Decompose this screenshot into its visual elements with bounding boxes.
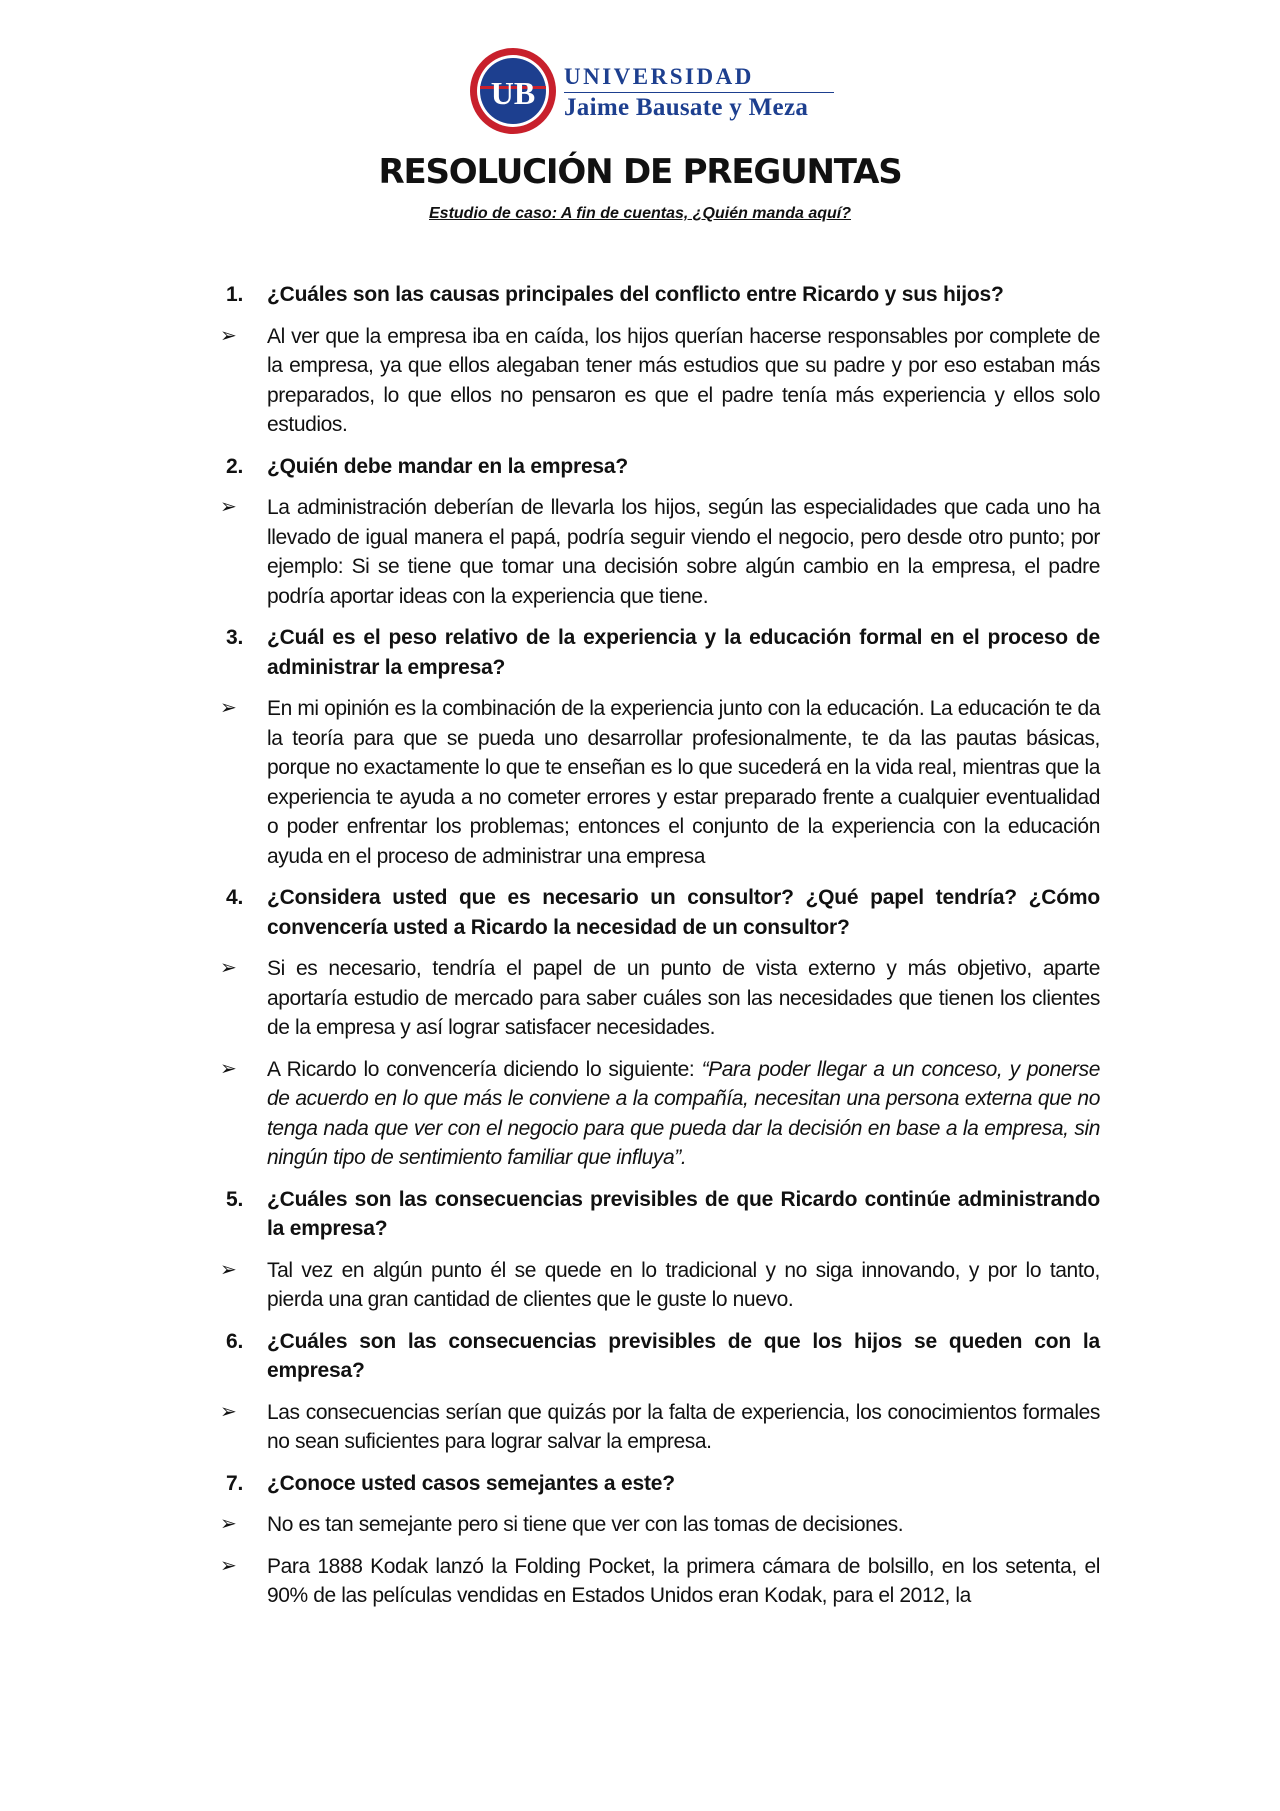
page-title: RESOLUCIÓN DE PREGUNTAS	[378, 152, 902, 192]
answer-text: Si es necesario, tendría el papel de un punto de vista externo y más objetivo, aparte aportaría estudio de mercado para saber cuáles son las necesidades que tienen los clientes de la empresa y así lograr satisfacer necesidades.	[267, 957, 1100, 1039]
university-name	[564, 64, 834, 123]
answer-text: Para 1888 Kodak lanzó la Folding Pocket, la primera cámara de bolsillo, en los setenta, el 90% de las películas vendidas en Estados Unidos eran Kodak, para el 2012, la	[267, 1554, 1100, 1607]
answer-item	[220, 1552, 1100, 1611]
question-item	[220, 452, 1100, 482]
answer-item	[220, 322, 1100, 440]
answer-item	[220, 694, 1100, 871]
questions-list	[220, 280, 1100, 1623]
answer-text: En mi opinión es la combinación de la experiencia junto con la educación. La educación te da la teoría para que se pueda uno desarrollar profesionalmente, te da las pautas básicas, porque no exactamente lo que te enseñan es lo que sucederá en la vida real, mientras que la experiencia te ayuda a no cometer errores y estar preparado frente a cualquier eventualidad o poder enfrentar los problemas; entonces el conjunto de la experiencia con la educación ayuda en el proceso de administrar una empresa	[267, 697, 1100, 868]
arrow-bullet-icon: ➢	[220, 1258, 237, 1281]
arrow-bullet-icon: ➢	[220, 957, 237, 979]
university-seal-icon	[468, 46, 558, 136]
question-item	[220, 883, 1100, 942]
arrow-bullet-icon: ➢	[220, 324, 237, 347]
arrow-bullet-icon: ➢	[220, 496, 237, 518]
answer-item	[220, 1256, 1100, 1315]
question-text: ¿Quién debe mandar en la empresa?	[267, 454, 629, 478]
answer-item	[220, 1055, 1100, 1173]
answer-item	[220, 954, 1100, 1043]
question-number: 5.	[226, 1187, 244, 1211]
question-text: ¿Cuáles son las consecuencias previsibles de que Ricardo continúe administrando la empresa?	[267, 1187, 1100, 1240]
case-study-subtitle: Estudio de caso: A fin de cuentas, ¿Quién manda aquí?	[429, 205, 851, 222]
answer-item	[220, 1398, 1100, 1457]
logo-line-1: UNIVERSIDAD	[564, 64, 834, 93]
question-item	[220, 1469, 1100, 1499]
question-number: 7.	[226, 1471, 244, 1495]
arrow-bullet-icon: ➢	[220, 1513, 237, 1535]
answer-text: La administración deberían de llevarla los hijos, según las especialidades que cada uno ha llevado de igual manera el papá, podría seguir viendo el negocio, pero desde otro punto; por ejemplo: Si se tiene que tomar una decisión sobre algún cambio en la empresa, el padre podría aportar ideas con la experiencia que tiene.	[267, 496, 1100, 608]
question-item	[220, 1185, 1100, 1244]
university-logo	[468, 46, 828, 142]
answer-item	[220, 1510, 1100, 1540]
question-number: 2.	[226, 454, 244, 478]
arrow-bullet-icon: ➢	[220, 1400, 237, 1423]
question-number: 4.	[226, 886, 244, 909]
answer-quote-text: “Para poder llegar a un conceso, y ponerse de acuerdo en lo que más le conviene a la compañía, necesitan una persona externa que no tenga nada que ver con el negocio para que pueda dar la decisión en base a la empresa, sin ningún tipo de sentimiento familiar que influya”.	[267, 1057, 1100, 1169]
question-text: ¿Cuáles son las causas principales del conflicto entre Ricardo y sus hijos?	[267, 283, 1004, 306]
answer-text: No es tan semejante pero si tiene que ver con las tomas de decisiones.	[267, 1513, 904, 1536]
logo-line-2: Jaime Bausate y Meza	[564, 94, 809, 121]
question-item	[220, 280, 1100, 310]
question-text: ¿Conoce usted casos semejantes a este?	[267, 1471, 675, 1495]
question-number: 1.	[226, 283, 244, 306]
question-item	[220, 1327, 1100, 1386]
answer-text: Al ver que la empresa iba en caída, los hijos querían hacerse responsables por complete de la empresa, ya que ellos alegaban tener más estudios que su padre y por eso estaban más preparados, lo que ellos no pensaron es que el padre tenía más experiencia y ellos solo estudios.	[267, 324, 1100, 436]
question-text: ¿Cuáles son las consecuencias previsibles de que los hijos se queden con la empresa?	[267, 1329, 1100, 1382]
answer-item	[220, 493, 1100, 611]
question-number: 3.	[226, 626, 244, 649]
question-number: 6.	[226, 1329, 244, 1353]
svg-text:UB: UB	[490, 75, 536, 111]
arrow-bullet-icon: ➢	[220, 1057, 237, 1080]
answer-lead-text: A Ricardo lo convencería diciendo lo siguiente:	[267, 1057, 702, 1081]
answer-text: Tal vez en algún punto él se quede en lo tradicional y no siga innovando, y por lo tanto, pierda una gran cantidad de clientes que le guste lo nuevo.	[267, 1258, 1100, 1311]
answer-text: Las consecuencias serían que quizás por la falta de experiencia, los conocimientos formales no sean suficientes para lograr salvar la empresa.	[267, 1400, 1100, 1453]
question-text: ¿Considera usted que es necesario un consultor? ¿Qué papel tendría? ¿Cómo convencería usted a Ricardo la necesidad de un consultor?	[267, 886, 1100, 939]
arrow-bullet-icon: ➢	[220, 1554, 237, 1577]
question-item	[220, 623, 1100, 682]
arrow-bullet-icon: ➢	[220, 697, 237, 719]
question-text: ¿Cuál es el peso relativo de la experiencia y la educación formal en el proceso de administrar la empresa?	[267, 626, 1100, 679]
